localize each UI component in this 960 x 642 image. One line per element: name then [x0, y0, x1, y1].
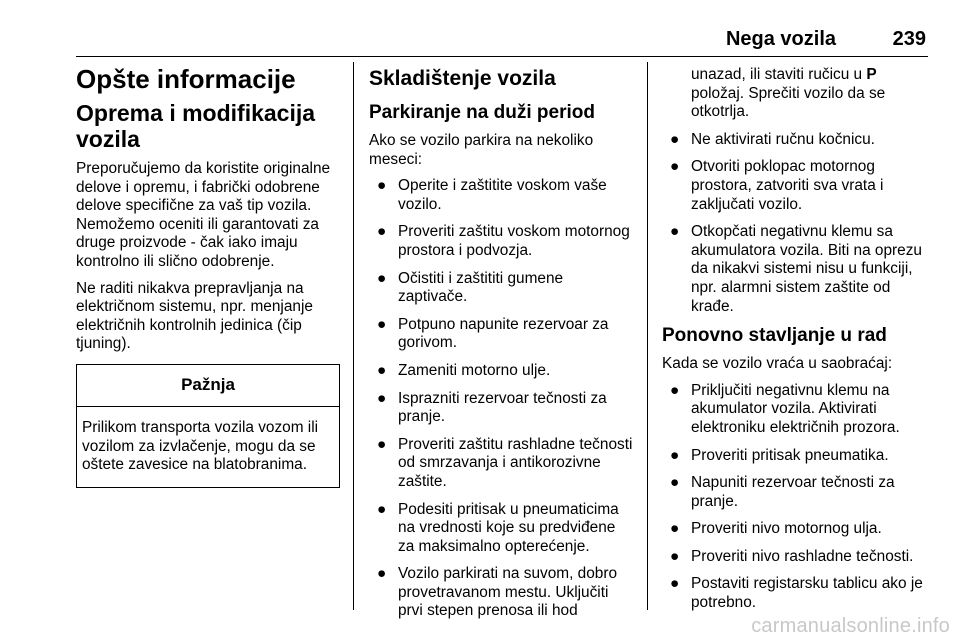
column-3: [662, 62, 926, 622]
bullet-icon: ●: [670, 547, 680, 565]
bullet-icon: ●: [670, 130, 680, 148]
bullet-icon: ●: [377, 269, 387, 287]
paragraph: Kada se vozilo vraća u saobraćaj:: [662, 355, 893, 373]
list-item: [369, 270, 633, 307]
bullet-icon: ●: [377, 389, 387, 407]
list-item-text: Vozilo parkirati na suvom, dobro provetravanom mestu. Uključiti prvi stepen prenosa ili hod: [398, 565, 618, 620]
bullet-icon: ●: [670, 520, 680, 538]
list-item-text: Otvoriti poklopac motornog prostora, zatvoriti sva vrata i zaključati vozilo.: [691, 158, 884, 213]
column-2: [369, 62, 633, 630]
bullet-icon: ●: [670, 446, 680, 464]
notice-body: Prilikom transporta vozila vozom ili vozilom za izvlačenje, mogu da se oštete zavesice na blatobranima.: [82, 418, 319, 474]
watermark: carmanualsonline.info: [751, 615, 950, 637]
bullet-icon: ●: [670, 474, 680, 492]
list-item-text: Isprazniti rezervoar tečnosti za pranje.: [398, 389, 607, 426]
list-item: [369, 223, 633, 260]
list-item: [662, 474, 926, 511]
list-item: [369, 501, 633, 557]
paragraph: Preporučujemo da koristite originalne delove i opremu, i fabrički odobrene delove specifične za vaš tip vozila. Nemožemo oceniti ili garantovati za druge proizvode - čak iako imaju kontrolno ili slično odobrenje.: [76, 160, 331, 270]
subsection-heading: Parkiranje na duži period: [369, 102, 595, 123]
list-item: [662, 382, 926, 438]
list-item-text: Očistiti i zaštititi gumene zaptivače.: [398, 269, 564, 306]
list-item-text: Proveriti nivo rashladne tečnosti.: [691, 547, 914, 565]
list-item-text: Zameniti motorno ulje.: [398, 361, 551, 379]
notice-title: Pažnja: [77, 365, 339, 407]
list-item: [662, 158, 926, 214]
list-item-text: Priključiti negativnu klemu na akumulator vozila. Aktivirati elektroniku električnih prozora.: [691, 381, 900, 436]
column-divider: [647, 62, 648, 610]
continued-text-start: unazad, ili staviti ručicu u: [691, 66, 867, 83]
section-heading: Opšte informacije: [76, 64, 296, 94]
list-item: [662, 223, 926, 316]
header-title: Nega vozila: [725, 28, 836, 50]
bullet-icon: ●: [377, 500, 387, 518]
list-item: [369, 362, 633, 381]
list-item-text: Postaviti registarsku tablicu ako je potrebno.: [691, 575, 923, 612]
bullet-icon: ●: [377, 565, 387, 583]
bullet-icon: ●: [377, 361, 387, 379]
bullet-list: [369, 177, 633, 621]
list-item: [662, 520, 926, 539]
list-item: [369, 390, 633, 427]
bullet-list: [662, 382, 926, 613]
list-item: [369, 565, 633, 621]
page-header: [76, 26, 928, 57]
list-item: [662, 131, 926, 150]
column-1: [76, 62, 340, 488]
gear-position-label: P: [866, 66, 877, 83]
list-item: [662, 447, 926, 466]
list-item-text: Napuniti rezervoar tečnosti za pranje.: [691, 474, 895, 510]
paragraph: Ne raditi nikakva prepravljanja na električnom sistemu, npr. menjanje električnih kontrolnih jedinica (čip tjuning).: [76, 279, 313, 353]
bullet-icon: ●: [670, 158, 680, 176]
bullet-icon: ●: [670, 381, 680, 399]
bullet-icon: ●: [670, 575, 680, 593]
bullet-icon: ●: [377, 177, 387, 195]
column-divider: [353, 62, 354, 610]
section-heading: Skladištenje vozila: [369, 67, 556, 90]
list-item: [369, 177, 633, 214]
list-item-text: Proveriti zaštitu rashladne tečnosti od smrzavanja i antikorozivne zaštite.: [398, 435, 633, 490]
list-item-text: Proveriti pritisak pneumatika.: [691, 446, 889, 464]
page-number: 239: [892, 28, 926, 50]
list-item: [662, 548, 926, 567]
bullet-list: [662, 131, 926, 316]
bullet-icon: ●: [377, 315, 387, 333]
list-item: [662, 575, 926, 612]
list-item-text: Potpuno napunite rezervoar za gorivom.: [398, 315, 609, 352]
list-item: [369, 436, 633, 492]
bullet-icon: ●: [377, 223, 387, 241]
notice-box: [76, 364, 340, 488]
list-item-text: Podesiti pritisak u pneumaticima na vrednosti koje su predviđene za maksimalno opterećenje.: [398, 500, 619, 555]
list-item-text: Ne aktivirati ručnu kočnicu.: [691, 130, 875, 148]
continued-text-end: položaj. Sprečiti vozilo da se otkotrlja.: [691, 84, 886, 121]
bullet-icon: ●: [377, 435, 387, 453]
list-item-text: Proveriti zaštitu voskom motornog prostora i podvozja.: [398, 223, 630, 259]
subsection-heading: Oprema i modifikacija vozila: [76, 100, 316, 152]
subsection-heading: Ponovno stavljanje u rad: [662, 325, 887, 347]
paragraph: Ako se vozilo parkira na nekoliko meseci:: [369, 132, 594, 168]
bullet-icon: ●: [670, 223, 680, 241]
list-item: [369, 316, 633, 353]
continued-text: [662, 66, 926, 122]
list-item-text: Operite i zaštitite voskom vaše vozilo.: [398, 177, 607, 213]
list-item-text: Otkopčati negativnu klemu sa akumulatora vozila. Biti na oprezu da nikakvi sistemi nisu u funkciji, npr. alarmni sistem zaštite od krađe.: [691, 223, 922, 315]
list-item-text: Proveriti nivo motornog ulja.: [691, 520, 882, 538]
